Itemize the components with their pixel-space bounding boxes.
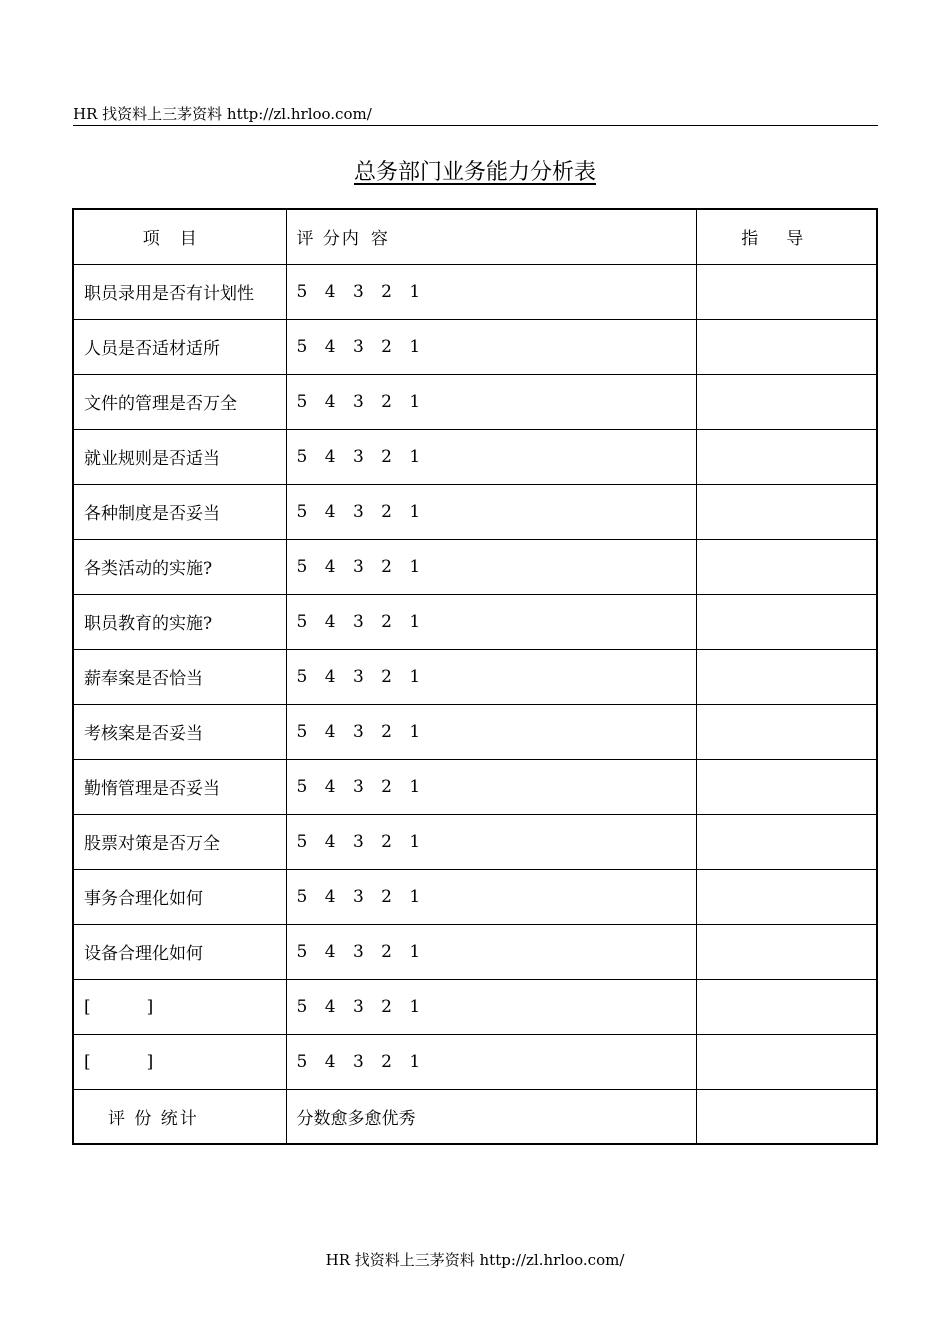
table-row [73, 484, 877, 539]
score-options[interactable]: 5 4 3 2 1 [286, 374, 696, 429]
guide-cell[interactable] [696, 484, 877, 539]
header-score-content [286, 209, 696, 264]
score-options[interactable]: 5 4 3 2 1 [286, 1034, 696, 1089]
item-cell: 职员教育的实施? [73, 594, 286, 649]
item-cell: 文件的管理是否万全 [73, 374, 286, 429]
blank-item-cell[interactable] [73, 979, 286, 1034]
header-item: 项目 [73, 209, 286, 264]
summary-label: 评 份 统计 [73, 1089, 286, 1144]
table-row [73, 924, 877, 979]
summary-row [73, 1089, 877, 1144]
score-options[interactable]: 5 4 3 2 1 [286, 319, 696, 374]
item-cell: 各种制度是否妥当 [73, 484, 286, 539]
table-row [73, 594, 877, 649]
page-footer: HR 找资料上三茅资料 http://zl.hrloo.com/ [325, 1251, 625, 1269]
table-header-row [73, 209, 877, 264]
header-guide: 指导 [696, 209, 877, 264]
item-cell: 人员是否适材适所 [73, 319, 286, 374]
header-score: 评 分 [296, 229, 342, 250]
score-options[interactable]: 5 4 3 2 1 [286, 814, 696, 869]
guide-cell[interactable] [696, 264, 877, 319]
guide-cell[interactable] [696, 429, 877, 484]
score-options[interactable]: 5 4 3 2 1 [286, 429, 696, 484]
item-cell: 就业规则是否适当 [73, 429, 286, 484]
table-row [73, 814, 877, 869]
guide-cell[interactable] [696, 759, 877, 814]
guide-cell[interactable] [696, 594, 877, 649]
item-cell: 事务合理化如何 [73, 869, 286, 924]
table-row [73, 759, 877, 814]
table-row [73, 539, 877, 594]
score-options[interactable]: 5 4 3 2 1 [286, 924, 696, 979]
bracket-close: ] [146, 1051, 154, 1072]
item-cell: 勤惰管理是否妥当 [73, 759, 286, 814]
guide-cell[interactable] [696, 704, 877, 759]
table-row [73, 429, 877, 484]
item-cell: 职员录用是否有计划性 [73, 264, 286, 319]
item-cell: 薪奉案是否恰当 [73, 649, 286, 704]
page-header: HR 找资料上三茅资料 http://zl.hrloo.com/ [73, 104, 878, 126]
score-options[interactable]: 5 4 3 2 1 [286, 704, 696, 759]
table-row [73, 264, 877, 319]
page-title [0, 158, 950, 188]
item-cell: 考核案是否妥当 [73, 704, 286, 759]
header-content: 内容 [341, 229, 400, 250]
guide-cell[interactable] [696, 814, 877, 869]
table-row [73, 704, 877, 759]
blank-row [73, 1034, 877, 1089]
bracket-open: [ [84, 996, 91, 1017]
guide-cell[interactable] [696, 924, 877, 979]
guide-cell[interactable] [696, 539, 877, 594]
table-row [73, 374, 877, 429]
guide-cell[interactable] [696, 869, 877, 924]
summary-guide-cell[interactable] [696, 1089, 877, 1144]
score-options[interactable]: 5 4 3 2 1 [286, 264, 696, 319]
summary-note: 分数愈多愈优秀 [286, 1089, 696, 1144]
score-options[interactable]: 5 4 3 2 1 [286, 759, 696, 814]
guide-cell[interactable] [696, 374, 877, 429]
guide-cell[interactable] [696, 649, 877, 704]
score-options[interactable]: 5 4 3 2 1 [286, 869, 696, 924]
page-title-text: 总务部门业务能力分析表 [353, 160, 596, 185]
table-row [73, 869, 877, 924]
score-options[interactable]: 5 4 3 2 1 [286, 484, 696, 539]
blank-row [73, 979, 877, 1034]
score-options[interactable]: 5 4 3 2 1 [286, 539, 696, 594]
item-cell: 股票对策是否万全 [73, 814, 286, 869]
score-options[interactable]: 5 4 3 2 1 [286, 979, 696, 1034]
item-cell: 各类活动的实施? [73, 539, 286, 594]
guide-cell[interactable] [696, 979, 877, 1034]
item-cell: 设备合理化如何 [73, 924, 286, 979]
bracket-open: [ [84, 1051, 91, 1072]
guide-cell[interactable] [696, 319, 877, 374]
table-row [73, 319, 877, 374]
score-options[interactable]: 5 4 3 2 1 [286, 594, 696, 649]
bracket-close: ] [146, 996, 154, 1017]
guide-cell[interactable] [696, 1034, 877, 1089]
analysis-table [72, 208, 878, 1145]
table-row [73, 649, 877, 704]
blank-item-cell[interactable] [73, 1034, 286, 1089]
score-options[interactable]: 5 4 3 2 1 [286, 649, 696, 704]
